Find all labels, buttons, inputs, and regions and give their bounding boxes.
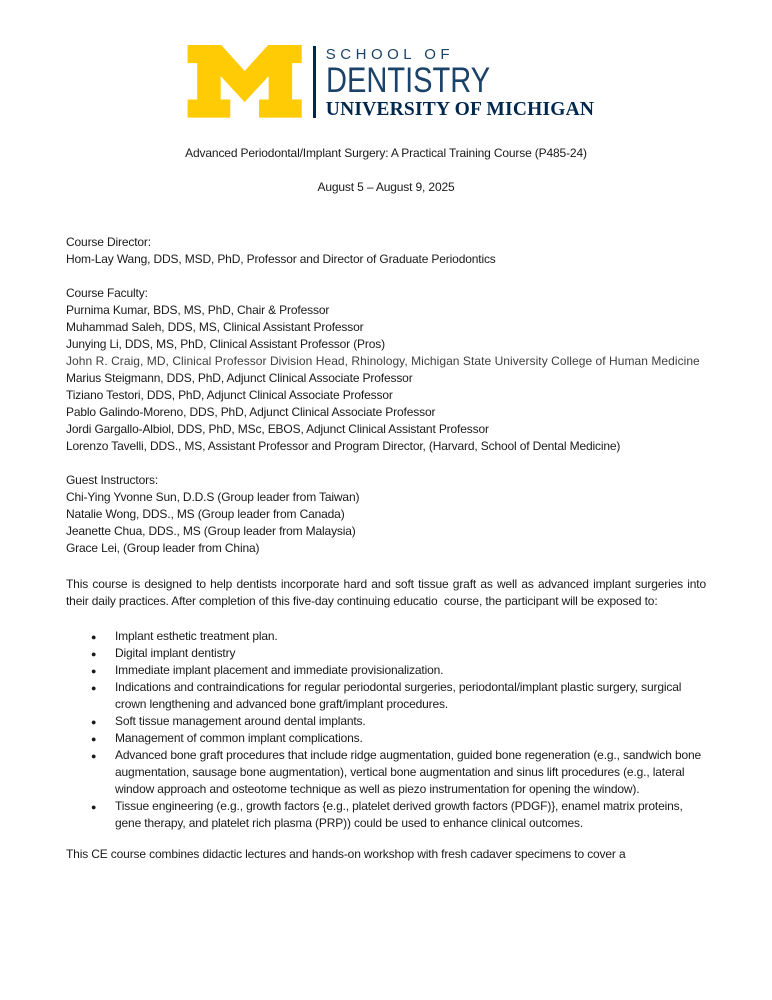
faculty-member: Marius Steigmann, DDS, PhD, Adjunct Clinical Associate Professor [66, 371, 413, 385]
um-dentistry-logo [66, 0, 706, 122]
guest-instructor: Natalie Wong, DDS., MS (Group leader from Canada) [66, 507, 345, 521]
objectives-list [66, 628, 706, 832]
objective-item: ● Advanced bone graft procedures that include ridge augmentation, guided bone regeneration (e.g., sandwich bone augmentation, sausage bone augmentation), vertical bone augmentation and sinus lift procedures (e.g., lateral window approach and osteotome technique as well as piezo instrumentation for opening the window). [66, 747, 706, 798]
objective-item: ● Indications and contraindications for regular periodontal surgeries, periodontal/implant plastic surgery, surgical crown lengthening and advanced bone graft/implant procedures. [66, 679, 706, 713]
course-dates: August 5 – August 9, 2025 [317, 180, 455, 194]
faculty-member: Lorenzo Tavelli, DDS., MS, Assistant Professor and Program Director, (Harvard, School of Dental Medicine) [66, 439, 621, 453]
logo-school-of-text: SCHOOL OF [325, 46, 455, 63]
faculty-member: Jordi Gargallo-Albiol, DDS, PhD, MSc, EBOS, Adjunct Clinical Assistant Professor [66, 422, 489, 436]
logo-dentistry-text: DENTISTRY [325, 61, 490, 100]
guest-instructor: Jeanette Chua, DDS., MS (Group leader from Malaysia) [66, 524, 356, 538]
logo-divider [313, 46, 316, 118]
objective-item: ● Soft tissue management around dental implants. [66, 713, 706, 730]
faculty-member: John R. Craig, MD, Clinical Professor Division Head, Rhinology, Michigan State University College of Human Medicine [66, 354, 700, 368]
faculty-member: Junying Li, DDS, MS, PhD, Clinical Assistant Professor (Pros) [66, 337, 385, 351]
objective-item: ● Digital implant dentistry [66, 645, 706, 662]
faculty-member: Purnima Kumar, BDS, MS, PhD, Chair & Professor [66, 303, 330, 317]
objective-item: ● Tissue engineering (e.g., growth factors {e.g., platelet derived growth factors (PDGF)}, enamel matrix proteins, gene therapy, and platelet rich plasma (PRP)) could be used to enhance clinical outcomes. [66, 798, 706, 832]
logo-wordmark [326, 45, 594, 119]
faculty-member: Pablo Galindo-Moreno, DDS, PhD, Adjunct Clinical Associate Professor [66, 405, 436, 419]
course-faculty-heading: Course Faculty: [66, 286, 148, 300]
guest-instructor: Chi-Ying Yvonne Sun, D.D.S (Group leader from Taiwan) [66, 490, 360, 504]
guest-instructors-section [66, 472, 706, 557]
intro-paragraph: This course is designed to help dentists incorporate hard and soft tissue graft as well as advanced implant surgeries into their daily practices. After completion of this five-day continuing educatio course, the participant will be exposed to: [66, 577, 710, 608]
faculty-member: Muhammad Saleh, DDS, MS, Clinical Assistant Professor [66, 320, 364, 334]
course-title: Advanced Periodontal/Implant Surgery: A Practical Training Course (P485-24) [185, 146, 587, 160]
closing-paragraph: This CE course combines didactic lectures and hands-on workshop with fresh cadaver specimens to cover a [66, 847, 626, 861]
guest-instructors-heading: Guest Instructors: [66, 473, 158, 487]
objective-item: ● Immediate implant placement and immediate provisionalization. [66, 662, 706, 679]
faculty-member: Tiziano Testori, DDS, PhD, Adjunct Clinical Associate Professor [66, 388, 393, 402]
course-director-section [66, 234, 706, 268]
course-director-name: Hom-Lay Wang, DDS, MSD, PhD, Professor and Director of Graduate Periodontics [66, 252, 496, 266]
objective-item: ● Management of common implant complications. [66, 730, 706, 747]
course-director-heading: Course Director: [66, 235, 151, 249]
guest-instructor: Grace Lei, (Group leader from China) [66, 541, 260, 555]
course-faculty-section [66, 285, 706, 455]
objective-item: ● Implant esthetic treatment plan. [66, 628, 706, 645]
block-m-icon [178, 45, 302, 118]
logo-university-text: UNIVERSITY OF MICHIGAN [325, 98, 595, 120]
